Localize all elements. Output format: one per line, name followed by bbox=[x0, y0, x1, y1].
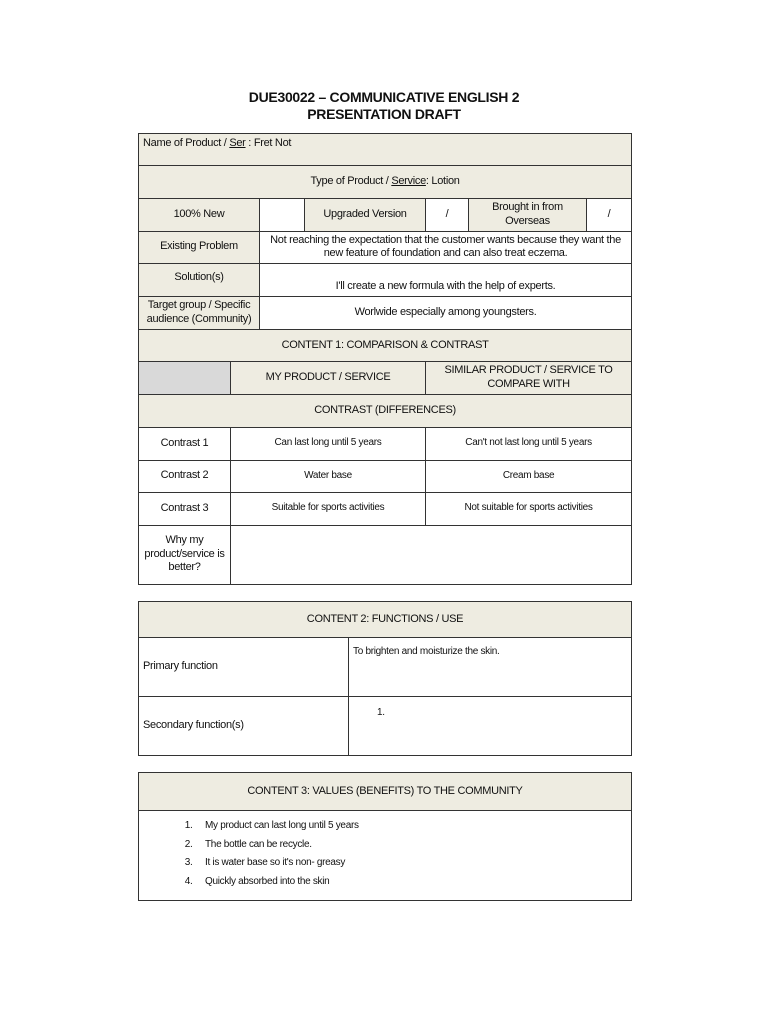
list-item: 2. The bottle can be recycle. bbox=[195, 839, 627, 852]
target-label: Target group / Specific audience (Community) bbox=[139, 297, 260, 330]
primary-function-row bbox=[139, 638, 632, 697]
problem-row bbox=[139, 231, 632, 264]
benefits-list bbox=[143, 820, 627, 888]
primary-function-value: To brighten and moisturize the skin. bbox=[349, 638, 632, 697]
contrast-mine: Water base bbox=[231, 460, 426, 492]
product-name-value: Fret Not bbox=[253, 137, 292, 149]
document-subtitle: PRESENTATION DRAFT bbox=[307, 106, 461, 122]
list-item: 3. It is water base so it's non- greasy bbox=[195, 857, 627, 870]
document-title: DUE30022 – COMMUNICATIVE ENGLISH 2 bbox=[248, 89, 520, 105]
list-item: 4. Quickly absorbed into the skin bbox=[195, 876, 627, 889]
type-label-a: Type of Product / bbox=[310, 175, 392, 188]
compare-blank-cell bbox=[139, 362, 231, 395]
name-label-a: Name of Product / bbox=[143, 137, 230, 149]
content2-heading: CONTENT 2: FUNCTIONS / USE bbox=[139, 602, 632, 638]
new-label: 100% New bbox=[139, 199, 260, 232]
type-row bbox=[139, 166, 632, 199]
content1-heading-row bbox=[139, 330, 632, 362]
secondary-function-value: 1. bbox=[349, 697, 632, 756]
contrast-mine: Suitable for sports activities bbox=[231, 492, 426, 525]
product-name-cell bbox=[139, 134, 632, 166]
contrast-label: Contrast 1 bbox=[139, 427, 231, 460]
content3-heading-row bbox=[139, 773, 632, 811]
why-row bbox=[139, 525, 632, 584]
compare-header-row bbox=[139, 362, 632, 395]
benefits-list-row bbox=[139, 811, 632, 901]
content1-heading: CONTENT 1: COMPARISON & CONTRAST bbox=[139, 330, 632, 362]
category-row bbox=[139, 199, 632, 232]
content3-heading: CONTENT 3: VALUES (BENEFITS) TO THE COMMUNITY bbox=[139, 773, 632, 811]
problem-label: Existing Problem bbox=[139, 231, 260, 264]
benefits-table bbox=[138, 772, 632, 901]
problem-value: Not reaching the expectation that the customer wants because they want the new feature of foundation and can also treat eczema. bbox=[260, 231, 632, 264]
product-info-table bbox=[138, 133, 632, 585]
why-label: Why my product/service is better? bbox=[139, 525, 231, 584]
my-product-heading: MY PRODUCT / SERVICE bbox=[231, 362, 426, 395]
contrast-other: Cream base bbox=[426, 460, 632, 492]
contrast-label: Contrast 3 bbox=[139, 492, 231, 525]
functions-table bbox=[138, 601, 632, 756]
similar-product-heading: SIMILAR PRODUCT / SERVICE TO COMPARE WITH bbox=[426, 362, 632, 395]
upgraded-label: Upgraded Version bbox=[305, 199, 426, 232]
secondary-function-label: Secondary function(s) bbox=[139, 697, 349, 756]
overseas-mark: / bbox=[587, 199, 632, 232]
overseas-label: Brought in from Overseas bbox=[469, 199, 587, 232]
name-row bbox=[139, 134, 632, 166]
name-label-b: Ser bbox=[229, 137, 246, 149]
target-value: Worlwide especially among youngsters. bbox=[260, 297, 632, 330]
product-type-cell bbox=[139, 166, 632, 199]
solution-row bbox=[139, 264, 632, 297]
product-type-value: Lotion bbox=[431, 175, 460, 188]
solution-value: I'll create a new formula with the help of experts. bbox=[260, 264, 632, 297]
why-value bbox=[231, 525, 632, 584]
contrast-other: Can't not last long until 5 years bbox=[426, 427, 632, 460]
contrast-heading: CONTRAST (DIFFERENCES) bbox=[139, 394, 632, 427]
benefits-cell bbox=[139, 811, 632, 901]
contrast-heading-row bbox=[139, 394, 632, 427]
target-row bbox=[139, 297, 632, 330]
type-label-b: Service bbox=[391, 175, 426, 188]
upgraded-mark: / bbox=[426, 199, 469, 232]
new-mark bbox=[260, 199, 305, 232]
list-item: 1. My product can last long until 5 years bbox=[195, 820, 627, 833]
name-label-c: : bbox=[245, 137, 254, 149]
contrast-row bbox=[139, 492, 632, 525]
contrast-row bbox=[139, 460, 632, 492]
contrast-mine: Can last long until 5 years bbox=[231, 427, 426, 460]
contrast-row bbox=[139, 427, 632, 460]
secondary-function-row bbox=[139, 697, 632, 756]
contrast-other: Not suitable for sports activities bbox=[426, 492, 632, 525]
contrast-label: Contrast 2 bbox=[139, 460, 231, 492]
type-label-c: : bbox=[425, 175, 432, 188]
solution-label: Solution(s) bbox=[139, 264, 260, 297]
content2-heading-row bbox=[139, 602, 632, 638]
primary-function-label: Primary function bbox=[139, 638, 349, 697]
